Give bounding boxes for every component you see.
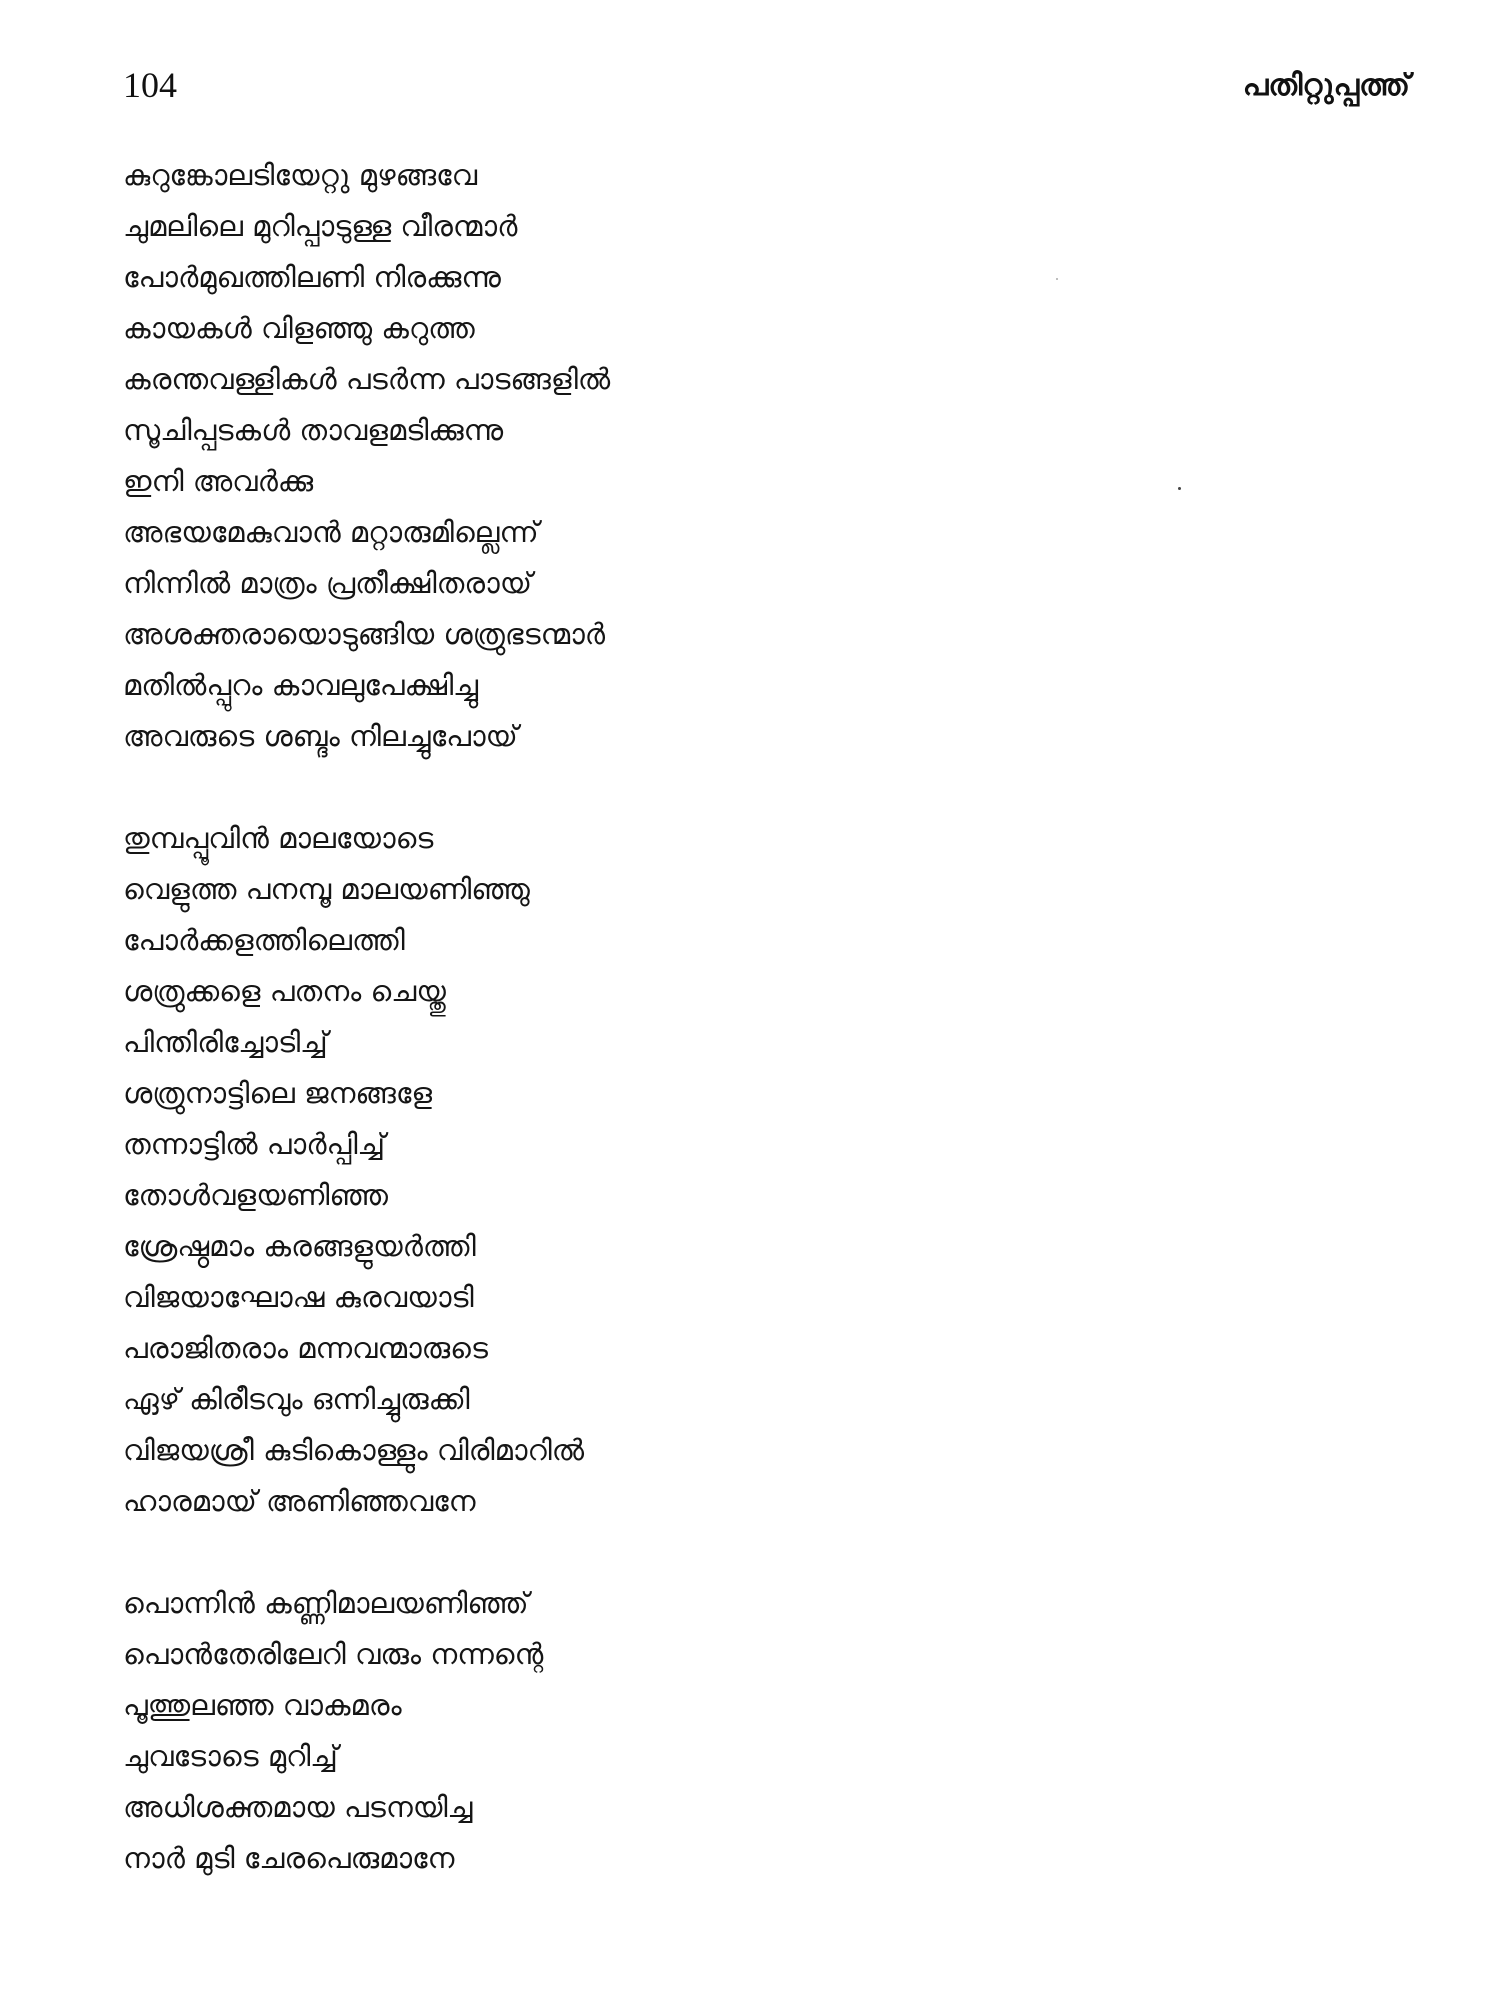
scan-speck (1178, 487, 1181, 490)
poem-line: മതിൽപ്പുറം കാവലുപേക്ഷിച്ചു (123, 668, 479, 702)
stanza-3 (123, 1578, 1223, 1884)
poem-line: ഇനി അവർക്കു (123, 464, 314, 498)
poem-line: സൂചിപ്പടകൾ താവളമടിക്കുന്നു (123, 413, 504, 447)
poem-line: നാർ മുടി ചേരപെരുമാനേ (123, 1841, 455, 1875)
poem-line: തന്നാട്ടിൽ പാർപ്പിച്ച് (123, 1127, 385, 1161)
poem-line: പോർമുഖത്തിലണി നിരക്കുന്നു (123, 260, 501, 294)
poem-line: പരാജിതരാം മന്നവന്മാരുടെ (123, 1331, 488, 1365)
poem-line: തോൾവളയണിഞ്ഞ (123, 1178, 388, 1212)
poem-line: ശത്രുക്കളെ പതനം ചെയ്തു (123, 974, 446, 1008)
poem-line: കരന്തവള്ളികൾ പടർന്ന പാടങ്ങളിൽ (123, 362, 611, 396)
poem-line: ചുമലിലെ മുറിപ്പാടുള്ള വീരന്മാർ (123, 209, 518, 243)
poem-line: ശ്രേഷ്ഠമാം കരങ്ങളുയർത്തി (123, 1229, 476, 1263)
poem-line: അഭയമേകുവാൻ മറ്റാരുമില്ലെന്ന് (123, 515, 539, 549)
poem-line: പൊൻതേരിലേറി വരും നന്നന്റെ (123, 1637, 544, 1671)
page-number: 104 (123, 65, 177, 105)
poem-line: പൂത്തുലഞ്ഞ വാകമരം (123, 1688, 402, 1722)
poem-body (123, 150, 1223, 1884)
poem-line: കുറുങ്കോലടിയേറ്റു മുഴങ്ങവേ (123, 158, 478, 192)
poem-line: വിജയശ്രീ കുടികൊള്ളും വിരിമാറിൽ (123, 1433, 585, 1467)
poem-line: തുമ്പപ്പൂവിൻ മാലയോടെ (123, 821, 434, 855)
poem-line: ഹാരമായ് അണിഞ്ഞവനേ (123, 1484, 476, 1518)
poem-line: അശക്തരായൊടുങ്ങിയ ശത്രുഭടന്മാർ (123, 617, 606, 651)
poem-line: ശത്രുനാട്ടിലെ ജനങ്ങളേ (123, 1076, 433, 1110)
poem-line: വിജയാഘോഷ കുരവയാടി (123, 1280, 474, 1314)
stanza-2 (123, 813, 1223, 1527)
poem-line: പോർക്കളത്തിലെത്തി (123, 923, 405, 957)
stanza-1 (123, 150, 1223, 762)
poem-line: നിന്നിൽ മാത്രം പ്രതീക്ഷിതരായ് (123, 566, 532, 600)
scan-speck (1056, 278, 1058, 280)
poem-line: പിന്തിരിച്ചോടിച്ച് (123, 1025, 328, 1059)
poem-line: കായകൾ വിളഞ്ഞു കറുത്ത (123, 311, 475, 345)
poem-line: വെളുത്ത പനമ്പൂ മാലയണിഞ്ഞു (123, 872, 530, 906)
poem-line: അവരുടെ ശബ്ദം നിലച്ചുപോയ് (123, 719, 518, 753)
running-title: പതിറ്റുപ്പത്ത് (1242, 68, 1410, 103)
poem-line: പൊന്നിൻ കണ്ണിമാലയണിഞ്ഞ് (123, 1586, 529, 1620)
poem-line: ചുവടോടെ മുറിച്ച് (123, 1739, 338, 1773)
poem-line: അധിശക്തമായ പടനയിച്ച (123, 1790, 473, 1824)
poem-line: ഏഴ് കിരീടവും ഒന്നിച്ചുരുക്കി (123, 1382, 470, 1416)
